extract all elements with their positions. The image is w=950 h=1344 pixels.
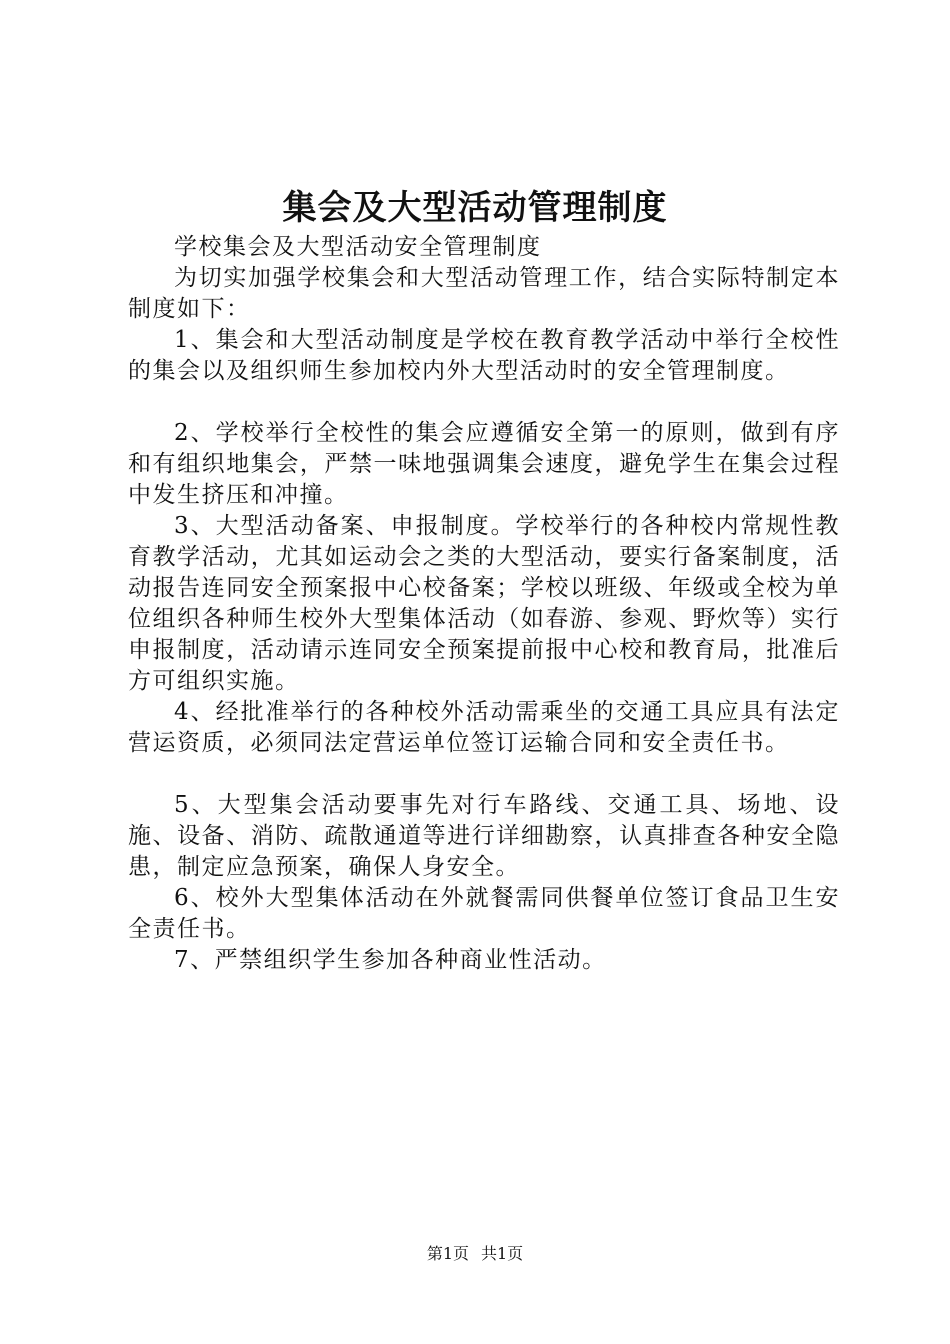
rule-paragraph-1: 1、集会和大型活动制度是学校在教育教学活动中举行全校性的集会以及组织师生参加校内外大型活动时的安全管理制度。 [128, 327, 840, 384]
document-title: 集会及大型活动管理制度 [282, 188, 668, 228]
document-body [128, 232, 840, 976]
subtitle-paragraph: 学校集会及大型活动安全管理制度 [174, 234, 542, 260]
rule-paragraph-2: 2、学校举行全校性的集会应遵循安全第一的原则，做到有序和有组织地集会，严禁一味地强调集会速度，避免学生在集会过程中发生挤压和冲撞。 [128, 420, 840, 508]
page-total: 共1页 [481, 1244, 524, 1263]
rule-paragraph-7: 7、严禁组织学生参加各种商业性活动。 [174, 947, 607, 973]
rule-paragraph-6: 6、校外大型集体活动在外就餐需同供餐单位签订食品卫生安全责任书。 [128, 885, 840, 942]
rule-paragraph-3: 3、大型活动备案、申报制度。学校举行的各种校内常规性教育教学活动，尤其如运动会之类的大型活动，要实行备案制度，活动报告连同安全预案报中心校备案；学校以班级、年级或全校为单位组织各种师生校外大型集体活动（如春游、参观、野炊等）实行申报制度，活动请示连同安全预案提前报中心校和教育局，批准后方可组织实施。 [128, 513, 840, 694]
intro-paragraph: 为切实加强学校集会和大型活动管理工作，结合实际特制定本制度如下： [128, 265, 840, 322]
rule-paragraph-4: 4、经批准举行的各种校外活动需乘坐的交通工具应具有法定营运资质，必须同法定营运单位签订运输合同和安全责任书。 [128, 699, 840, 756]
page-number: 第1页 [426, 1244, 469, 1263]
page-footer [0, 1243, 950, 1265]
rule-paragraph-5: 5、大型集会活动要事先对行车路线、交通工具、场地、设施、设备、消防、疏散通道等进行详细勘察，认真排查各种安全隐患，制定应急预案，确保人身安全。 [128, 792, 840, 880]
